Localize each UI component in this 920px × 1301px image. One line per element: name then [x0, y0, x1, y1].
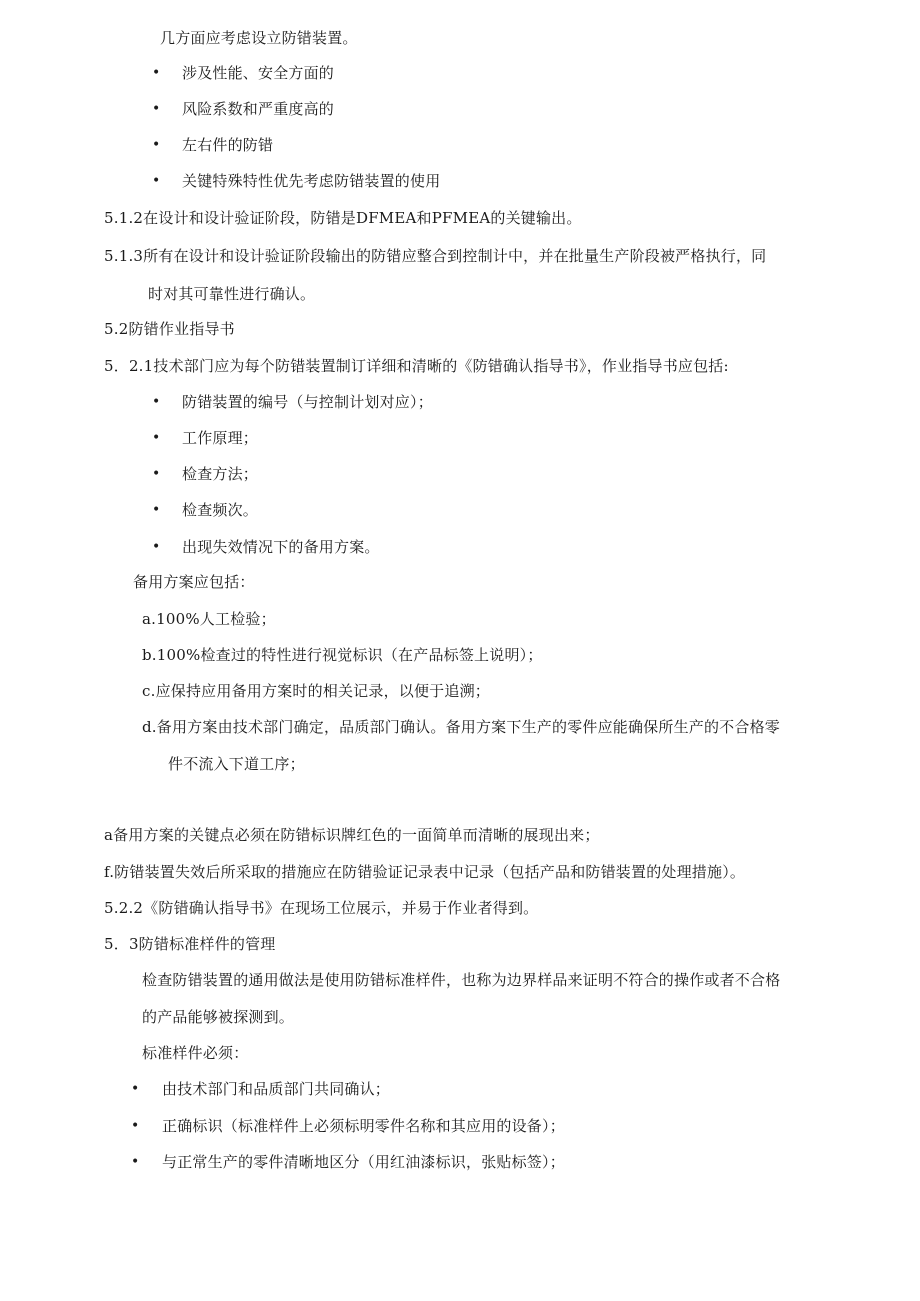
list-item: 检查方法；	[182, 465, 259, 483]
list-item: 工作原理；	[182, 429, 259, 447]
clause-5-1-3: 5.1.3所有在设计和设计验证阶段输出的防错应整合到控制计中，并在批量生产阶段被严格执行，同	[104, 247, 767, 265]
bullet-icon: •	[152, 65, 161, 81]
item-e: a备用方案的关键点必须在防错标识牌红色的一面简单而清晰的展现出来；	[104, 826, 600, 844]
list-item: 左右件的防错	[182, 136, 274, 154]
section-heading-5-3: 5．3防错标准样件的管理	[104, 935, 276, 953]
clause-5-1-3-cont: 时对其可靠性进行确认。	[148, 285, 316, 303]
list-item: 由技术部门和品质部门共同确认；	[162, 1080, 391, 1098]
bullet-icon: •	[152, 173, 161, 189]
list-item: 防错装置的编号（与控制计划对应）；	[182, 393, 433, 411]
list-item: 与正常生产的零件清晰地区分（用红油漆标识，张贴标签）；	[162, 1153, 565, 1171]
backup-item-d-cont: 件不流入下道工序；	[168, 755, 305, 773]
clause-5-2-1: 5．2.1技术部门应为每个防错装置制订详细和清晰的《防错确认指导书》，作业指导书应包括:	[104, 357, 729, 375]
item-f: f.防错装置失效后所采取的措施应在防错验证记录表中记录（包括产品和防错装置的处理措施）。	[104, 863, 746, 881]
backup-heading: 备用方案应包括：	[133, 573, 255, 591]
backup-item-c: c.应保持应用备用方案时的相关记录，以便于追溯；	[142, 682, 490, 700]
section-5-3-para-cont: 的产品能够被探测到。	[142, 1008, 295, 1026]
bullet-icon: •	[131, 1154, 140, 1170]
list-item: 涉及性能、安全方面的	[182, 64, 335, 82]
backup-item-a: a.100%人工检验；	[142, 610, 276, 628]
bullet-icon: •	[131, 1081, 140, 1097]
bullet-icon: •	[152, 394, 161, 410]
clause-5-1-2: 5.1.2在设计和设计验证阶段，防错是DFMEA和PFMEA的关键输出。	[104, 209, 582, 227]
bullet-icon: •	[152, 137, 161, 153]
list-item: 风险系数和严重度高的	[182, 100, 335, 118]
list-item: 正确标识（标准样件上必须标明零件名称和其应用的设备）；	[162, 1117, 565, 1135]
bullet-icon: •	[152, 502, 161, 518]
bullet-icon: •	[152, 466, 161, 482]
section-5-3-para: 检查防错装置的通用做法是使用防错标准样件，也称为边界样品来证明不符合的操作或者不合格	[142, 971, 781, 989]
backup-item-d: d.备用方案由技术部门确定，品质部门确认。备用方案下生产的零件应能确保所生产的不合格零	[142, 718, 780, 736]
bullet-icon: •	[152, 539, 161, 555]
clause-5-2-2: 5.2.2《防错确认指导书》在现场工位展示，并易于作业者得到。	[104, 899, 539, 917]
section-heading-5-2: 5.2防错作业指导书	[104, 320, 235, 338]
list-item: 关键特殊特性优先考虑防错装置的使用	[182, 172, 441, 190]
bullet-icon: •	[131, 1118, 140, 1134]
bullet-icon: •	[152, 430, 161, 446]
backup-item-b: b.100%检查过的特性进行视觉标识（在产品标签上说明）；	[142, 646, 543, 664]
sample-sub-heading: 标准样件必须：	[142, 1044, 249, 1062]
list-item: 出现失效情况下的备用方案。	[182, 538, 380, 556]
bullet-icon: •	[152, 101, 161, 117]
intro-text: 几方面应考虑设立防错装置。	[160, 29, 358, 47]
list-item: 检查频次。	[182, 501, 259, 519]
